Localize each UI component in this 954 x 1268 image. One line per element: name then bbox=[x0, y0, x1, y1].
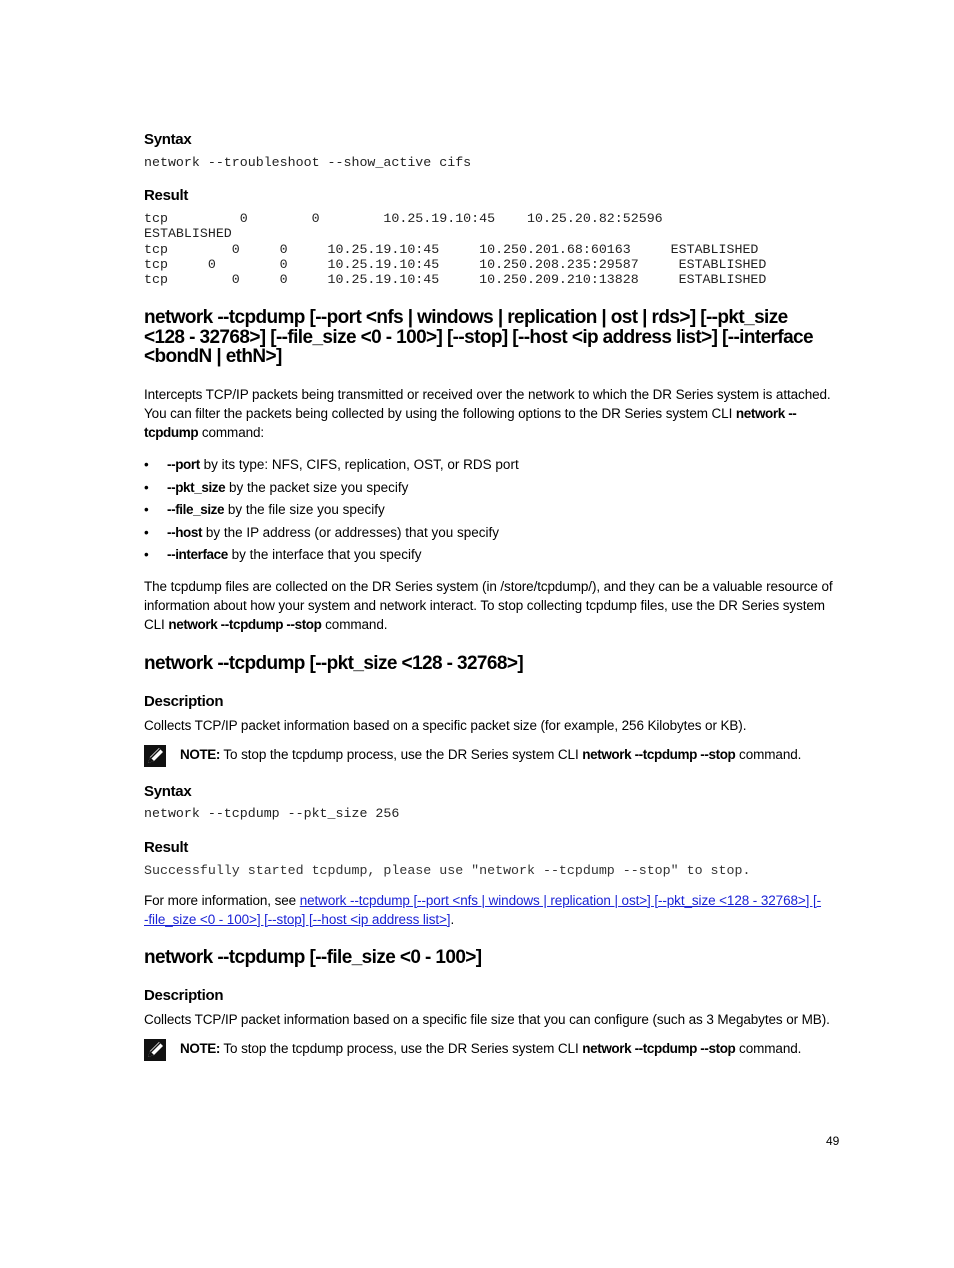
page-number: 49 bbox=[826, 1134, 840, 1148]
result-line: ESTABLISHED bbox=[144, 226, 232, 241]
inline-command: network --tcpdump --stop bbox=[582, 747, 736, 762]
pencil-note-icon bbox=[144, 1039, 166, 1061]
note-text: NOTE: To stop the tcpdump process, use the DR Series system CLI network --tcpdump --stop command. bbox=[180, 747, 802, 762]
inline-command: network --tcpdump --stop bbox=[168, 617, 322, 632]
inline-command: network --tcpdump --stop bbox=[582, 1041, 736, 1056]
list-item: • --interface by the interface that you specify bbox=[144, 547, 422, 562]
list-item: • --host by the IP address (or addresses) that you specify bbox=[144, 524, 499, 540]
option-list bbox=[144, 455, 844, 568]
intro-paragraph: Intercepts TCP/IP packets being transmitted or received over the network to which the DR Series system is attached. You can filter the packets being collected by using the following options to the DR Series system CLI network --tcpdump command: bbox=[144, 387, 831, 440]
result-heading: Result bbox=[144, 839, 189, 856]
syntax-code: network --troubleshoot --show_active cifs bbox=[144, 155, 472, 170]
description-heading: Description bbox=[144, 987, 224, 1004]
list-item: • --pkt_size by the packet size you specify bbox=[144, 479, 409, 495]
list-item: • --port by its type: NFS, CIFS, replication, OST, or RDS port bbox=[144, 457, 519, 472]
description-heading: Description bbox=[144, 693, 224, 710]
syntax-code: network --tcpdump --pkt_size 256 bbox=[144, 806, 400, 821]
note-box bbox=[144, 1039, 844, 1063]
syntax-heading: Syntax bbox=[144, 783, 192, 800]
result-line: tcp 0 0 10.25.19.10:45 10.250.208.235:29587 ESTABLISHED bbox=[144, 257, 767, 272]
syntax-heading: Syntax bbox=[144, 131, 192, 148]
description-text: Collects TCP/IP packet information based on a specific packet size (for example, 256 Kilobytes or KB). bbox=[144, 718, 747, 733]
description-text: Collects TCP/IP packet information based on a specific file size that you can configure (such as 3 Megabytes or MB). bbox=[144, 1012, 830, 1027]
note-box bbox=[144, 745, 844, 769]
result-line: tcp 0 0 10.25.19.10:45 10.250.201.68:60163 ESTABLISHED bbox=[144, 242, 759, 257]
note-text: NOTE: To stop the tcpdump process, use the DR Series system CLI network --tcpdump --stop command. bbox=[180, 1041, 802, 1056]
more-info-paragraph: For more information, see network --tcpdump [--port <nfs | windows | replication | ost>] [--pkt_size <128 - 32768>] [--file_size <0 - 100>] [--stop] [--host <ip address list>]. bbox=[144, 893, 822, 927]
result-code: Successfully started tcpdump, please use "network --tcpdump --stop" to stop. bbox=[144, 863, 751, 878]
section-title-pkt-size: network --tcpdump [--pkt_size <128 - 32768>] bbox=[144, 653, 524, 674]
result-line: tcp 0 0 10.25.19.10:45 10.250.209.210:13828 ESTABLISHED bbox=[144, 272, 767, 287]
result-line: tcp 0 0 10.25.19.10:45 10.25.20.82:52596 bbox=[144, 211, 663, 226]
list-item: • --file_size by the file size you specify bbox=[144, 502, 385, 517]
inline-command: network --tcpdump bbox=[144, 406, 797, 440]
cross-reference-link[interactable]: network --tcpdump [--port <nfs | windows | replication | ost>] [--pkt_size <128 - 32768>] [--file_size <0 - 100>] [--stop] [--host <ip address list>] bbox=[144, 893, 822, 927]
pencil-note-icon bbox=[144, 745, 166, 767]
result-heading: Result bbox=[144, 187, 189, 204]
outro-paragraph: The tcpdump files are collected on the DR Series system (in /store/tcpdump/), and they can be a valuable resource of information about how your system and network interact. To stop collecting tcpdump files, use the DR Series system CLI network --tcpdump --stop command. bbox=[144, 579, 833, 632]
section-title-file-size: network --tcpdump [--file_size <0 - 100>] bbox=[144, 947, 482, 968]
section-title-tcpdump: network --tcpdump [--port <nfs | windows | replication | ost | rds>] [--pkt_size <128 - 32768>] [--file_size <0 - 100>] [--stop] [--host <ip address list>] [--interface <bondN | ethN>] bbox=[144, 307, 813, 367]
